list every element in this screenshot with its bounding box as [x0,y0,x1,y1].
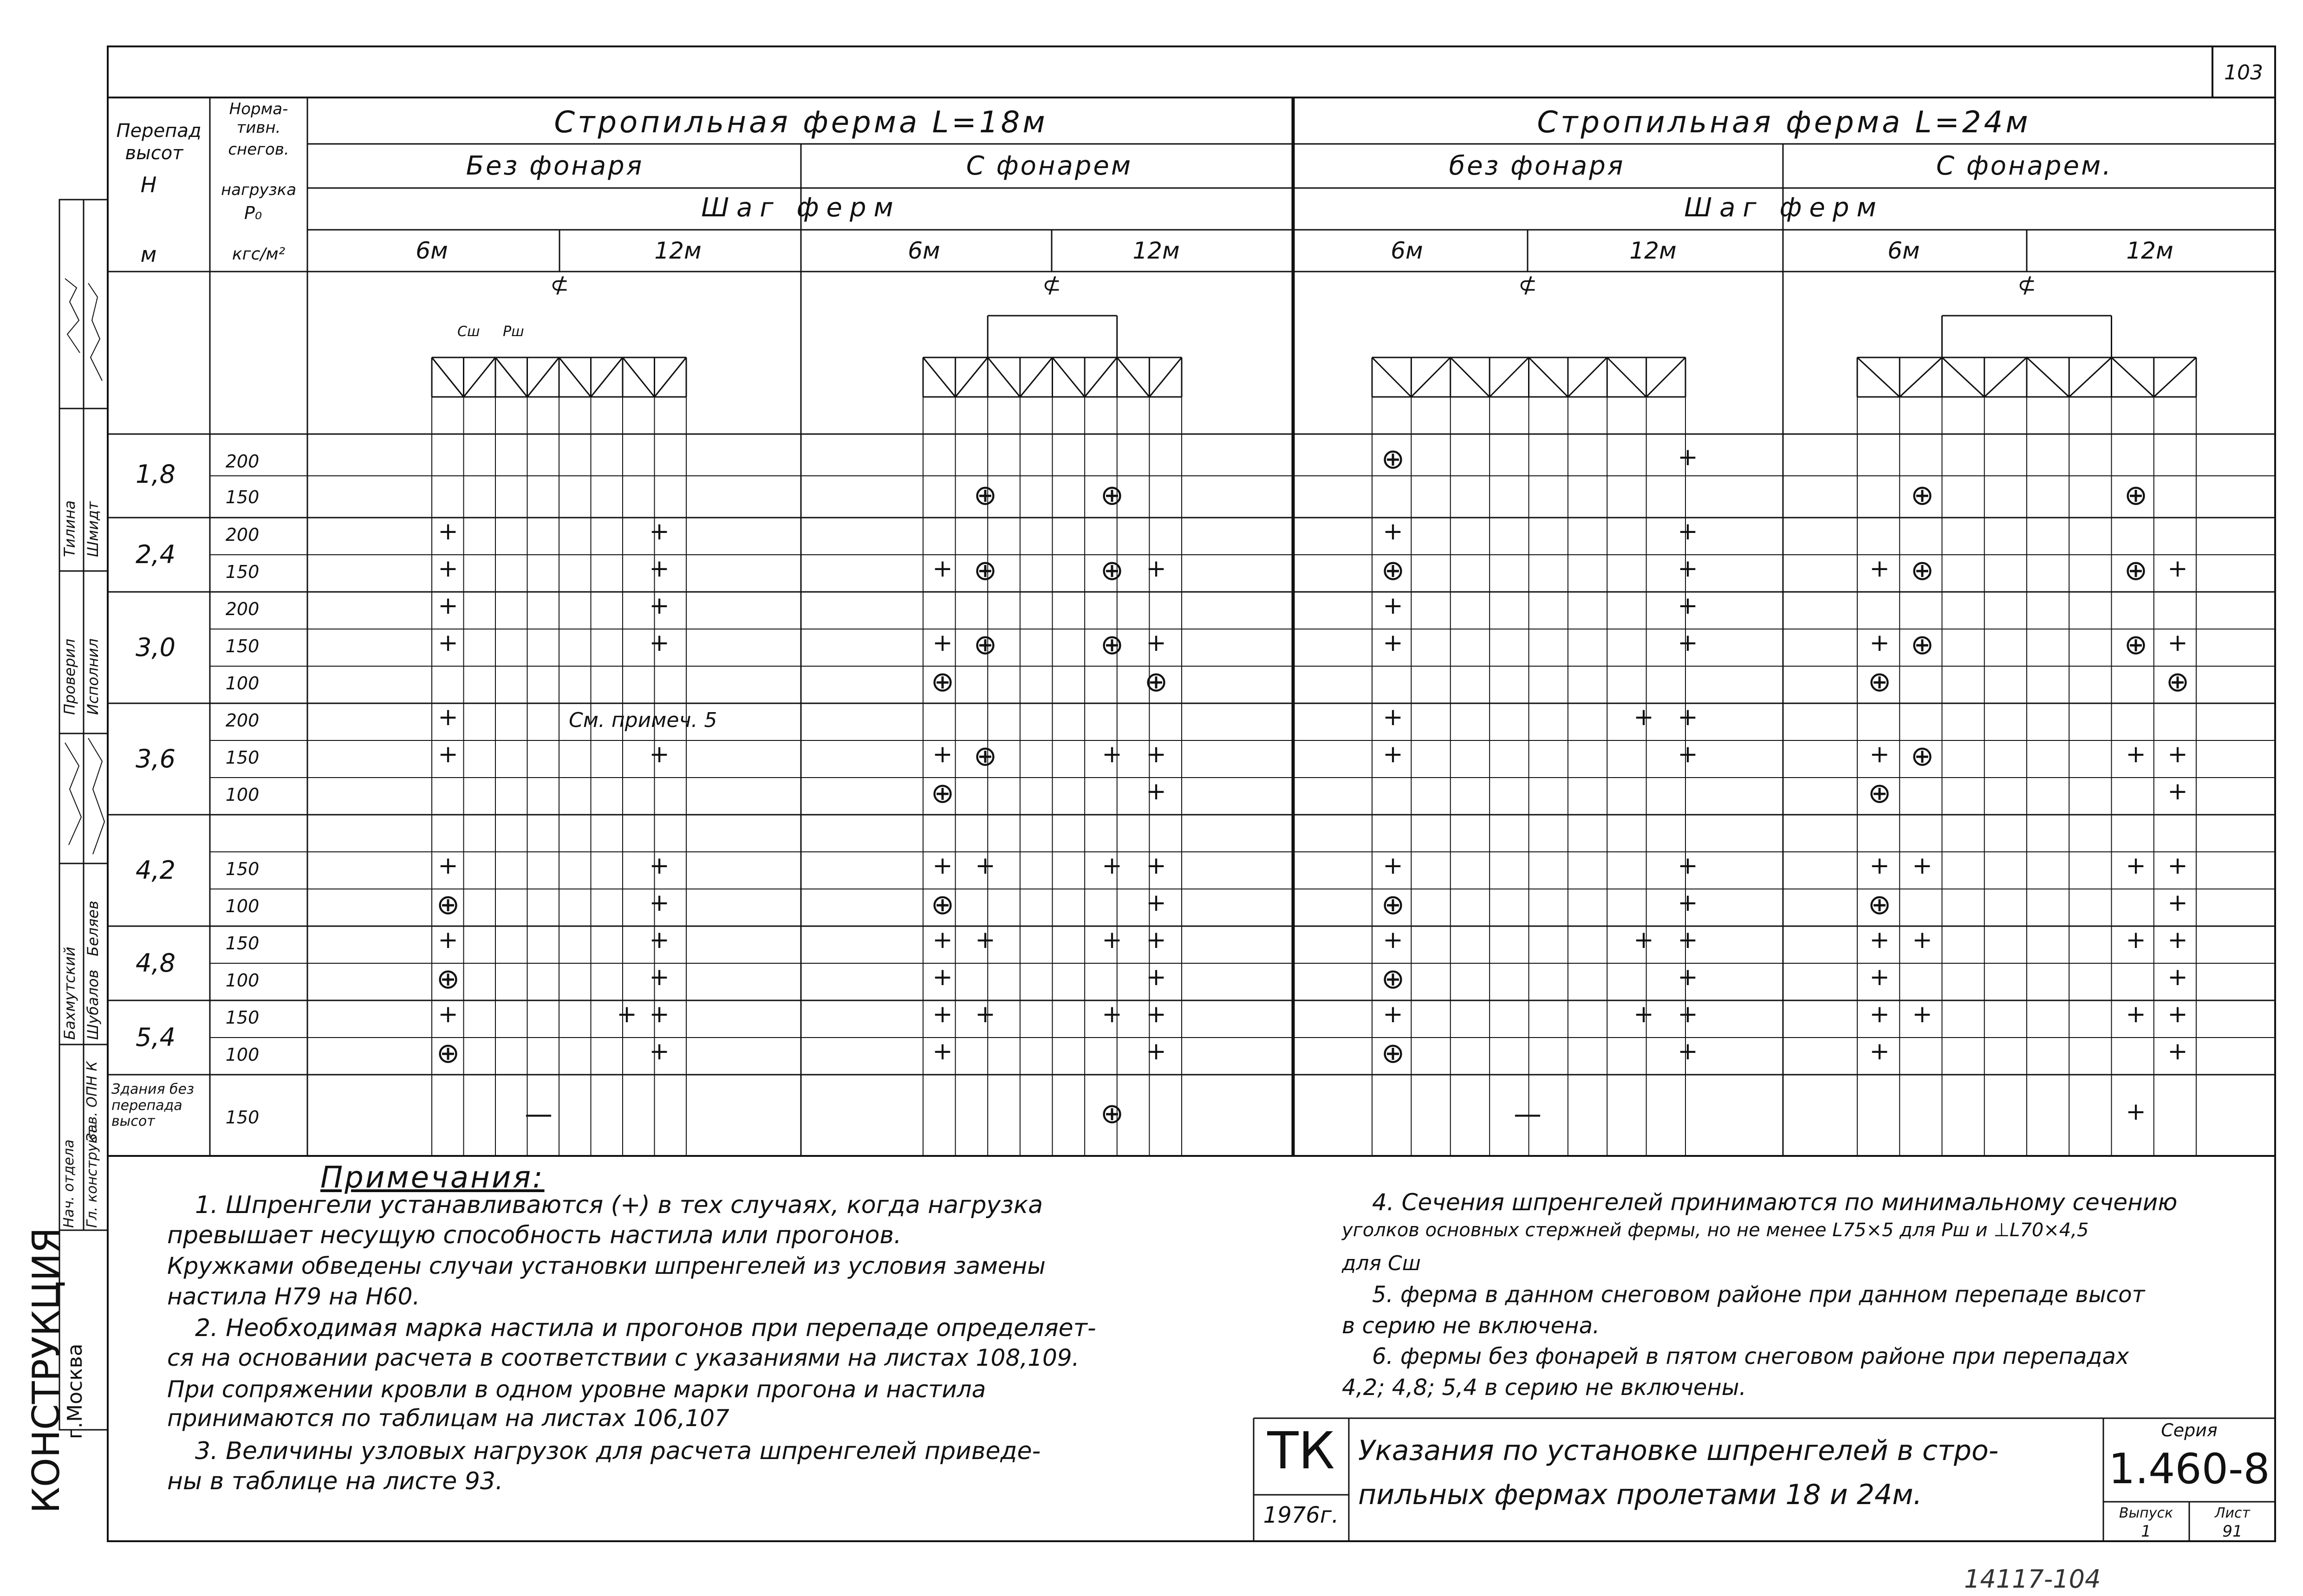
name-2: Шубалов [84,969,102,1040]
circled-plus-mark: ⊕ [973,629,997,661]
load-value: 100 [225,970,260,991]
h-label-1: Перепад [116,120,202,142]
plus-mark: + [1912,852,1932,880]
tk-mark: ТК [1267,1421,1335,1480]
plus-mark: + [1146,963,1166,991]
step-6m: 6м [908,237,940,264]
h-value: 1,8 [136,460,176,489]
load-value: 150 [225,1007,260,1028]
plus-mark: + [932,629,953,657]
series-number: 1.460-8 [2108,1445,2270,1493]
h-value: 3,0 [136,633,176,662]
sheet-number: 91 [2222,1522,2243,1541]
plus-mark: + [438,926,458,954]
plus-mark: + [438,852,458,880]
circled-plus-mark: ⊕ [930,777,955,810]
page-number: 103 [2224,61,2263,84]
note-6b: 4,2; 4,8; 5,4 в серию не включены. [1342,1375,1746,1401]
sheet-title-2: пильных фермах пролетами 18 и 24м. [1358,1479,1922,1511]
plus-mark: + [1678,963,1698,991]
plus-mark: + [649,629,670,657]
plus-mark: + [932,852,953,880]
plus-mark: + [1146,852,1166,880]
plus-mark: + [1146,629,1166,657]
sheet-title-1: Указания по установке шпренгелей в стро- [1358,1434,1999,1467]
load-value: 150 [225,487,260,507]
circled-plus-mark: ⊕ [436,889,460,921]
note-1c: Кружками обведены случаи установки шпренгелей из условия замены [167,1252,1046,1279]
plus-mark: + [438,1000,458,1028]
note-1d: настила Н79 на Н60. [167,1283,420,1310]
note-1a: 1. Шпренгели устанавливаются (+) в тех случаях, когда нагрузка [195,1191,1043,1219]
step-label-24: Шаг ферм [1684,193,1884,223]
step-6m: 6м [1887,237,1920,264]
p-label-6: кгс/м² [232,245,286,264]
load-value: 100 [225,673,260,694]
plus-mark: + [932,1000,953,1028]
org-name: КОНСТРУКЦИЯ [25,1227,68,1513]
h-value: 3,6 [136,744,176,773]
plus-mark: + [2167,555,2188,583]
plus-mark: + [2126,926,2146,954]
centerline-mark: ⊄ [2017,272,2036,298]
plus-mark: + [1146,555,1166,583]
step-6m: 6м [416,237,448,264]
load-value: 150 [225,1107,260,1128]
plus-mark: + [1678,852,1698,880]
plus-mark: + [1146,926,1166,954]
plus-mark: + [1678,926,1698,954]
name-3: Беляев [84,901,102,956]
plus-mark: + [1678,1038,1698,1065]
h-label-4: м [140,242,157,267]
step-12m: 12м [654,237,702,264]
load-value: 200 [225,710,260,731]
plus-mark: + [649,963,670,991]
plus-mark: + [438,555,458,583]
plus-mark: + [932,740,953,768]
h-value: 5,4 [136,1023,176,1052]
plus-mark: + [1383,592,1403,620]
p-label-2: тивн. [236,118,281,137]
load-value: 100 [225,785,260,805]
plus-mark: + [975,926,995,954]
note-5b: в серию не включена. [1342,1313,1600,1339]
plus-mark: + [2126,852,2146,880]
plus-mark: + [1383,1000,1403,1028]
plus-mark: + [1633,926,1654,954]
plus-mark: + [1678,1000,1698,1028]
plus-mark: + [617,1000,637,1028]
plus-mark: + [1869,629,1890,657]
plus-mark: + [649,926,670,954]
circled-plus-mark: ⊕ [1381,889,1405,921]
plus-mark: + [1869,1038,1890,1065]
plus-mark: + [932,926,953,954]
plus-mark: + [1146,740,1166,768]
plus-mark: + [1633,703,1654,731]
h-label-2: высот [125,143,183,164]
circled-plus-mark: ⊕ [436,963,460,995]
centerline-mark: ⊄ [1042,272,1061,298]
load-value: 200 [225,525,260,545]
load-value: 100 [225,896,260,916]
plus-mark: + [975,1000,995,1028]
note-3a: 3. Величины узловых нагрузок для расчета шпренгелей приведе- [195,1437,1041,1465]
city: г.Москва [63,1343,87,1439]
signatures [65,279,104,854]
h-label-3: H [140,172,157,197]
plus-mark: + [1383,703,1403,731]
plus-mark: + [1678,592,1698,620]
plus-mark: + [1146,889,1166,917]
dash-mark: — [1514,1098,1542,1130]
truss24-title: Стропильная ферма L=24м [1537,105,2031,140]
plus-mark: + [1869,740,1890,768]
circled-plus-mark: ⊕ [436,1037,460,1070]
plus-mark: + [1678,555,1698,583]
load-value: 150 [225,933,260,954]
role-2: Гл. конструкт. [84,1122,100,1228]
plus-mark: + [1102,1000,1122,1028]
plus-mark: + [649,740,670,768]
circled-plus-mark: ⊕ [1144,666,1168,698]
step-12m: 12м [1132,237,1180,264]
plus-mark: + [1102,852,1122,880]
plus-mark: + [2167,1038,2188,1065]
step-6m: 6м [1391,237,1423,264]
p-label-5: P₀ [244,203,262,223]
plus-mark: + [438,629,458,657]
circled-plus-mark: ⊕ [1910,629,1934,661]
bottom-code: 14117-104 [1964,1564,2101,1594]
plus-mark: + [2167,926,2188,954]
with-lantern-24: С фонарем. [1936,151,2113,181]
truss18-title: Стропильная ферма L=18м [554,105,1048,140]
note-2a: 2. Необходимая марка настила и прогонов при перепаде определяет- [195,1314,1096,1342]
plus-mark: + [1869,1000,1890,1028]
no-step-building-label: Здания без перепада высот [111,1081,194,1129]
name-4: Тилина [61,500,78,557]
circled-plus-mark: ⊕ [1100,1097,1124,1130]
note-4a: 4. Сечения шпренгелей принимаются по минимальному сечению [1372,1189,2178,1216]
circled-plus-mark: ⊕ [1910,740,1934,772]
plus-mark: + [649,1038,670,1065]
h-value: 4,2 [136,856,176,885]
plus-mark: + [1869,926,1890,954]
circled-plus-mark: ⊕ [1381,554,1405,587]
plus-mark: + [1678,740,1698,768]
plus-mark: + [649,592,670,620]
plus-mark: + [1678,889,1698,917]
circled-plus-mark: ⊕ [1867,777,1892,810]
circled-plus-mark: ⊕ [1381,963,1405,995]
note-2c: При сопряжении кровли в одном уровне марки прогона и настила [167,1376,986,1403]
plus-mark: + [932,963,953,991]
p-label-3: снегов. [228,140,289,159]
circled-plus-mark: ⊕ [2124,479,2148,512]
plus-mark: + [1869,963,1890,991]
step-12m: 12м [1629,237,1677,264]
step-label-18: Шаг ферм [701,193,901,223]
see-note-5: См. примеч. 5 [569,708,717,732]
centerline-mark: ⊄ [550,272,569,298]
plus-mark: + [2126,740,2146,768]
circled-plus-mark: ⊕ [973,740,997,772]
plus-mark: + [2167,629,2188,657]
plus-mark: + [1678,443,1698,471]
series-label: Серия [2161,1420,2218,1440]
plus-mark: + [932,1038,953,1065]
dash-mark: — [525,1098,553,1130]
issue-label: Выпуск [2119,1505,2173,1521]
circled-plus-mark: ⊕ [2124,629,2148,661]
plus-mark: + [1869,852,1890,880]
circled-plus-mark: ⊕ [1100,479,1124,512]
circled-plus-mark: ⊕ [1867,889,1892,921]
load-value: 200 [225,599,260,619]
load-value: 150 [225,636,260,656]
plus-mark: + [1678,703,1698,731]
role-4: Проверил [61,638,78,715]
load-value: 150 [225,747,260,768]
load-value: 200 [225,451,260,472]
plus-mark: + [2167,1000,2188,1028]
plus-mark: + [2167,778,2188,805]
plus-mark: + [975,852,995,880]
circled-plus-mark: ⊕ [930,889,955,921]
plus-mark: + [1383,629,1403,657]
circled-plus-mark: ⊕ [1381,443,1405,475]
role-3: Зав. ОПН К [84,1061,100,1142]
cw-label: Cш [457,324,480,340]
plus-mark: + [1912,1000,1932,1028]
plus-mark: + [2167,889,2188,917]
plus-mark: + [2167,852,2188,880]
plus-mark: + [1383,518,1403,545]
circled-plus-mark: ⊕ [2166,666,2190,698]
notes-title: Примечания: [320,1161,545,1195]
plus-mark: + [1146,1038,1166,1065]
plus-mark: + [1912,926,1932,954]
p-label-4: нагрузка [221,181,297,199]
name-1: Бахмутский [61,947,78,1040]
load-value: 100 [225,1045,260,1065]
plus-mark: + [1383,926,1403,954]
plus-mark: + [1102,740,1122,768]
circled-plus-mark: ⊕ [973,554,997,587]
plus-mark: + [1869,555,1890,583]
note-4c: для Cш [1342,1252,1421,1275]
plus-mark: + [649,852,670,880]
plus-mark: + [2126,1000,2146,1028]
h-value: 4,8 [136,948,176,978]
circled-plus-mark: ⊕ [1381,1037,1405,1070]
plus-mark: + [649,555,670,583]
name-5: Шмидт [84,501,102,557]
plus-mark: + [649,889,670,917]
load-value: 150 [225,562,260,582]
plus-mark: + [1383,852,1403,880]
plus-mark: + [2126,1098,2146,1126]
role-1: Нач. отдела [61,1139,77,1228]
circled-plus-mark: ⊕ [2124,554,2148,587]
plus-mark: + [932,555,953,583]
circled-plus-mark: ⊕ [973,479,997,512]
plus-mark: + [438,518,458,545]
plus-mark: + [1633,1000,1654,1028]
circled-plus-mark: ⊕ [1867,666,1892,698]
pw-label: Pш [503,324,524,340]
plus-mark: + [1146,778,1166,805]
plus-mark: + [1102,926,1122,954]
plus-mark: + [1678,629,1698,657]
no-lantern-24: без фонаря [1449,151,1625,181]
step-12m: 12м [2126,237,2173,264]
note-3b: ны в таблице на листе 93. [167,1467,503,1495]
plus-mark: + [438,592,458,620]
issue-number: 1 [2141,1522,2151,1541]
note-4b: уголков основных стержней фермы, но не менее L75×5 для Pш и ⊥L70×4,5 [1342,1220,2089,1241]
plus-mark: + [2167,963,2188,991]
circled-plus-mark: ⊕ [1910,479,1934,512]
plus-mark: + [1146,1000,1166,1028]
note-2d: принимаются по таблицам на листах 106,107 [167,1405,729,1432]
note-6a: 6. фермы без фонарей в пятом снеговом районе при перепадах [1372,1343,2129,1369]
note-1b: превышает несущую способность настила или прогонов. [167,1221,902,1249]
p-label-1: Норма- [229,100,288,118]
circled-plus-mark: ⊕ [930,666,955,698]
no-lantern-18: Без фонаря [466,151,644,181]
plus-mark: + [438,740,458,768]
centerline-mark: ⊄ [1518,272,1537,298]
plus-mark: + [649,518,670,545]
role-5: Исполнил [84,638,102,715]
year: 1976г. [1263,1502,1339,1528]
circled-plus-mark: ⊕ [1100,554,1124,587]
note-5a: 5. ферма в данном снеговом районе при данном перепаде высот [1372,1282,2145,1308]
note-2b: ся на основании расчета в соответствии с указаниями на листах 108,109. [167,1344,1080,1371]
h-value: 2,4 [136,540,176,569]
plus-mark: + [649,1000,670,1028]
plus-mark: + [2167,740,2188,768]
circled-plus-mark: ⊕ [1910,554,1934,587]
plus-mark: + [1383,740,1403,768]
with-lantern-18: С фонарем [966,151,1133,181]
plus-mark: + [1678,518,1698,545]
circled-plus-mark: ⊕ [1100,629,1124,661]
plus-mark: + [438,703,458,731]
sheet-label: Лист [2214,1505,2251,1521]
load-value: 150 [225,859,260,879]
